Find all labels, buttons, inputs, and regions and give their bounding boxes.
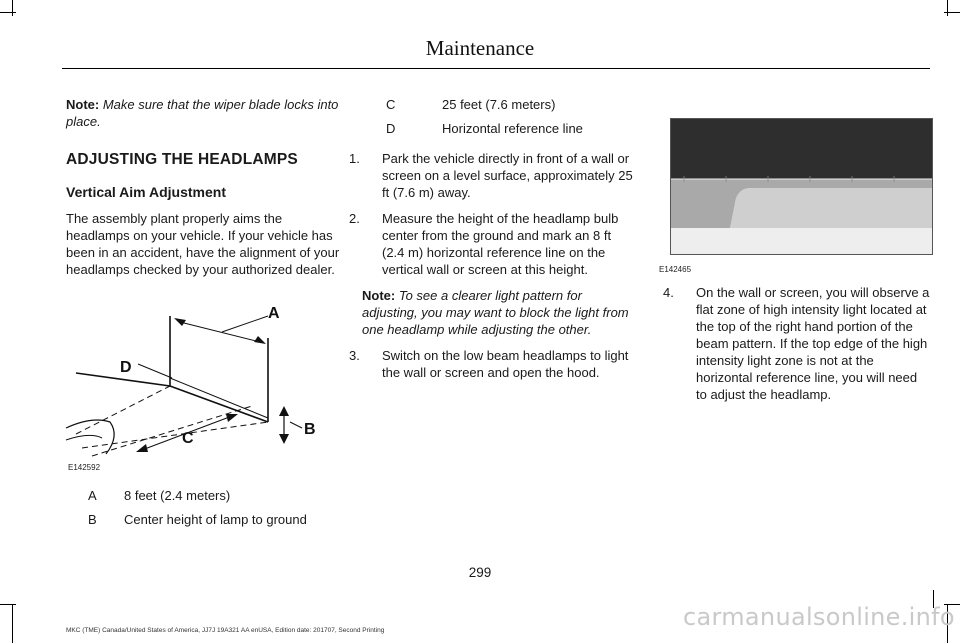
crop-mark [0,12,16,13]
step-text: Park the vehicle directly in front of a wall or screen on a level surface, approximately 25 ft (7.6 m) away. [382,151,633,200]
crop-mark [12,604,13,643]
edition-info: MKC (TME) Canada/United States of America, JJ7J 19A321 AA enUSA, Edition date: 201707, Second Printing [66,627,385,634]
subsection-heading: Vertical Aim Adjustment [66,184,227,200]
page-number: 299 [468,565,492,580]
header-divider [62,68,930,69]
legend-key: D [386,121,396,136]
step-text: Measure the height of the headlamp bulb center from the ground and mark an 8 ft (2.4 m) horizontal reference line on the vertical wall or screen at this height. [382,211,619,277]
crop-mark [0,604,16,605]
step-number: 1. [349,151,360,166]
step-item [349,210,634,278]
figure-code-left: E142592 [68,463,101,472]
left-column [66,96,340,278]
crop-mark [944,12,960,13]
legend-row-d [386,120,634,144]
watermark: carmanualsonline.info [683,603,955,631]
step-item [663,284,930,403]
figure-code-right: E142465 [659,265,692,274]
crop-mark [947,0,948,16]
label-a: A [268,305,280,322]
intro-paragraph: The assembly plant properly aims the headlamps on your vehicle. If your vehicle has been in an accident, have the alignment of your headlamps checked by your authorized dealer. [66,211,340,277]
step-text: On the wall or screen, you will observe a flat zone of high intensity light located at the top of the right hand portion of the beam pattern. If the top edge of the high intensity light zone is not at the horizontal reference line, you will need to adjust the headlamp. [696,285,930,402]
label-d: D [120,359,132,376]
legend-key: C [386,97,396,112]
step-number: 4. [663,285,674,300]
step-text: Switch on the low beam headlamps to light the wall or screen and open the hood. [382,348,629,380]
headlamp-aim-diagram [62,298,342,470]
step-number: 2. [349,211,360,226]
middle-column [349,96,634,381]
section-heading: ADJUSTING THE HEADLAMPS [66,151,298,168]
wiper-note [66,96,340,130]
legend-key: B [88,512,97,527]
right-column [663,284,930,403]
label-c: C [182,430,194,447]
step-number: 3. [349,348,360,363]
block-light-note [362,287,634,338]
step-item [349,150,634,201]
note-text: Make sure that the wiper blade locks into place. [66,97,339,129]
legend-value: Center height of lamp to ground [124,512,307,527]
legend-value: Horizontal reference line [442,121,583,136]
step-item [349,347,634,381]
beam-pattern-figure [670,118,934,256]
page-header-title: Maintenance [425,36,535,60]
label-b: B [304,421,316,438]
note-label: Note: [362,288,396,303]
note-text: To see a clearer light pattern for adjusting, you may want to block the light from one headlamp while adjusting the other. [362,288,629,337]
note-label: Note: [66,97,100,112]
legend-row-c [386,96,634,120]
crop-mark [12,0,13,16]
legend-value: 8 feet (2.4 meters) [124,488,231,503]
legend-key: A [88,488,97,503]
legend-value: 25 feet (7.6 meters) [442,97,556,112]
